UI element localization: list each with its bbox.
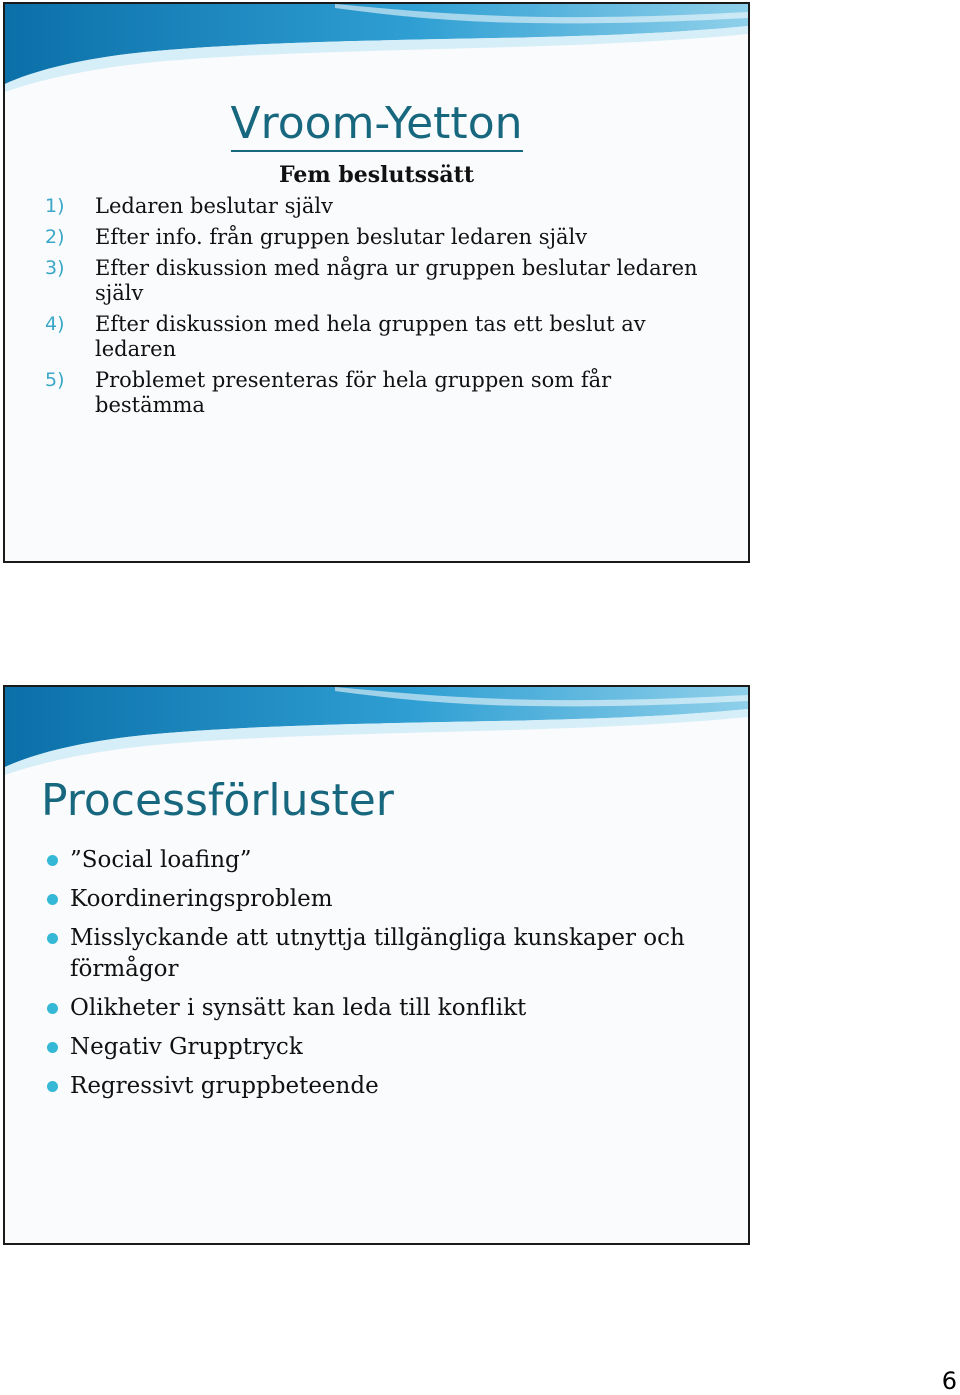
list-item-text: ”Social loafing” — [70, 847, 252, 873]
list-number: 2) — [45, 226, 65, 248]
list-number: 4) — [45, 313, 65, 335]
header-swoosh-decoration — [5, 687, 748, 782]
list-item — [45, 312, 725, 362]
bullet-icon — [47, 933, 58, 944]
header-swoosh-decoration — [5, 4, 748, 99]
list-item-text: Efter diskussion med hela gruppen tas ett beslut av ledaren — [95, 312, 646, 361]
list-item-text: Efter info. från gruppen beslutar ledaren själv — [95, 225, 588, 249]
list-item — [47, 1032, 727, 1063]
list-number: 1) — [45, 195, 65, 217]
bullet-list — [47, 845, 727, 1110]
list-item — [45, 225, 725, 250]
list-number: 3) — [45, 257, 65, 279]
list-item-text: Koordineringsproblem — [70, 886, 333, 912]
list-item-text: Negativ Grupptryck — [70, 1034, 303, 1060]
bullet-icon — [47, 855, 58, 866]
numbered-list — [45, 194, 725, 424]
slide-subtitle: Fem beslutssätt — [279, 162, 474, 188]
list-item-text: Ledaren beslutar själv — [95, 194, 333, 218]
list-item — [47, 993, 727, 1024]
page-number: 6 — [941, 1367, 957, 1395]
slide-processforluster — [3, 685, 750, 1245]
slide-title: Processförluster — [41, 775, 394, 826]
list-item-text: Problemet presenteras för hela gruppen som får bestämma — [95, 368, 612, 417]
list-item-text: Olikheter i synsätt kan leda till konflikt — [70, 995, 527, 1021]
list-item — [47, 923, 727, 985]
list-item-text: Regressivt gruppbeteende — [70, 1073, 379, 1099]
slide-title: Vroom-Yetton — [5, 98, 748, 149]
list-item — [45, 368, 725, 418]
list-item — [47, 1071, 727, 1102]
list-item-text: Efter diskussion med några ur gruppen beslutar ledaren själv — [95, 256, 698, 305]
bullet-icon — [47, 1003, 58, 1014]
slide-vroom-yetton — [3, 2, 750, 563]
list-item — [45, 256, 725, 306]
list-number: 5) — [45, 369, 65, 391]
list-item — [47, 845, 727, 876]
bullet-icon — [47, 1042, 58, 1053]
list-item-text: Misslyckande att utnyttja tillgängliga kunskaper och förmågor — [70, 925, 685, 982]
list-item — [47, 884, 727, 915]
bullet-icon — [47, 1081, 58, 1092]
bullet-icon — [47, 894, 58, 905]
list-item — [45, 194, 725, 219]
